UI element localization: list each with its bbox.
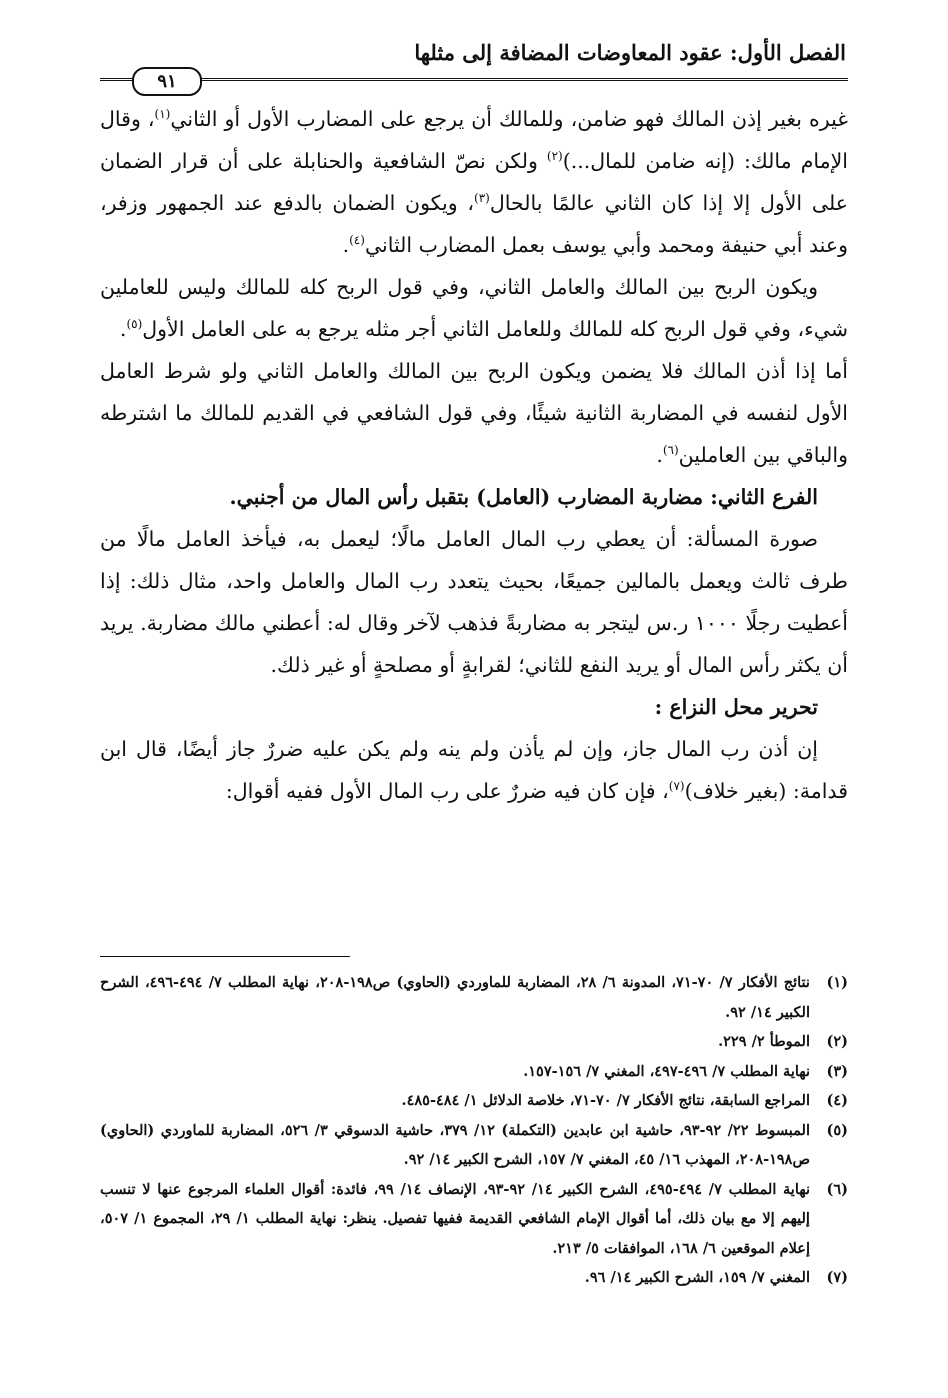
paragraph-5-text-b: ، فإن كان فيه ضررٌ على رب المال الأول ففيه أقوال: — [225, 779, 669, 803]
paragraph-1-text-a: غيره بغير إذن المالك فهو ضامن، وللمالك أن يرجع على المضارب الأول أو الثاني — [170, 107, 848, 131]
header-rule — [100, 78, 848, 81]
running-title: الفصل الأول: عقود المعاوضات المضافة إلى مثلها — [414, 40, 846, 65]
footnote-number: (٢) — [826, 1033, 848, 1050]
footnote-number: (١) — [826, 974, 848, 991]
footnote-number: (٤) — [826, 1092, 848, 1109]
footnote-text: المراجع السابقة، نتائج الأفكار ٧/ ٧٠-٧١، خلاصة الدلائل ١/ ٤٨٤-٤٨٥. — [401, 1092, 810, 1109]
paragraph-4: صورة المسألة: أن يعطي رب المال العامل مالًا؛ ليعمل به، فيأخذ العامل مالًا من طرف ثالث ويعمل بالمالين جميعًا، بحيث يتعدد رب المال والعامل واحد، مثال ذلك: إذا أعطيت رجلًا ١٠٠٠ ر.س ليتجر به مضاربةً فذهب لآخر وقال له: أعطني مالك مضاربة. يريد أن يكثر رأس المال أو يريد النفع للثاني؛ لقرابةٍ أو مصلحةٍ أو غير ذلك. — [100, 527, 848, 677]
footnote-ref-4: (٤) — [349, 233, 365, 248]
footnote-2 — [100, 1027, 848, 1057]
footnote-text: نهاية المطلب ٧/ ٤٩٦-٤٩٧، المغني ٧/ ١٥٦-١٥٧. — [523, 1062, 810, 1080]
paragraph-3-text-b: . — [656, 443, 663, 467]
paragraph-2-text-a: ويكون الربح بين المالك والعامل الثاني، وفي قول الربح كله للمالك وليس للعاملين شيء، وفي قول الربح كله للمالك وللعامل الثاني أجر مثله يرجع به على العامل الأول — [100, 275, 848, 341]
footnote-number: (٣) — [826, 1062, 848, 1080]
paragraph-1-text-e: . — [342, 233, 350, 257]
paragraph-1-text-d: ، ويكون الضمان بالدفع عند الجمهور وزفر، وعند أبي حنيفة ومحمد وأبي يوسف بعمل المضارب الثاني — [100, 191, 848, 257]
footnote-7 — [100, 1263, 848, 1293]
paragraph-1 — [100, 98, 848, 266]
footnote-text: المغني ٧/ ١٥٩، الشرح الكبير ١٤/ ٩٦. — [584, 1269, 810, 1286]
footnote-5 — [100, 1116, 848, 1175]
footnote-ref-3: (٣) — [474, 191, 490, 206]
footnote-6 — [100, 1175, 848, 1264]
footnote-ref-7: (٧) — [668, 779, 685, 794]
paragraph-5 — [100, 728, 848, 812]
footnote-4 — [100, 1086, 848, 1116]
footnote-text: نهاية المطلب ٧/ ٤٩٤-٤٩٥، الشرح الكبير ١٤/ ٩٢-٩٣، الإنصاف ١٤/ ٩٩، فائدة: أقوال العلماء المرجوع عنها لا تنسب إليهم إلا مع بيان ذلك، أما أقوال الإمام الشافعي القديمة ففيها تفصيل. ينظر: نهاية المطلب ١/ ٢٩، المجموع ١/ ٥٠٧، إعلام الموقعين ٦/ ١٦٨، الموافقات ٥/ ٢١٣. — [100, 1180, 810, 1257]
footnote-number: (٧) — [826, 1269, 848, 1286]
footnote-ref-6: (٦) — [662, 443, 679, 458]
footnote-1 — [100, 968, 848, 1027]
footnote-ref-1: (١) — [154, 107, 171, 122]
branch-heading: الفرع الثاني: مضاربة المضارب (العامل) بتقبل رأس المال من أجنبي. — [229, 485, 818, 509]
footnote-ref-2: (٢) — [546, 149, 563, 164]
footnote-text: الموطأ ٢/ ٢٢٩. — [718, 1033, 810, 1050]
footnotes — [100, 968, 848, 1293]
footnote-number: (٥) — [826, 1121, 848, 1139]
paragraph-3-text-a: أما إذا أذن المالك فلا يضمن ويكون الربح بين المالك والعامل الثاني ولو شرط العامل الأول لنفسه في المضاربة الثانية شيئًا، وفي قول الشافعي في القديم للمالك ما اشترطه والباقي بين العاملين — [100, 359, 848, 467]
page-number: ٩١ — [132, 67, 202, 96]
paragraph-5-text-a: إن أذن رب المال جاز، وإن لم يأذن ولم ينه ولم يكن عليه ضررٌ جاز أيضًا، قال ابن قدامة: (بغير خلاف) — [100, 737, 848, 803]
paragraph-1-text-b: ، وقال الإمام مالك: (إنه ضامن للمال...) — [100, 107, 848, 173]
footnote-ref-5: (٥) — [126, 317, 143, 332]
footnote-text: نتائج الأفكار ٧/ ٧٠-٧١، المدونة ٦/ ٢٨، المضاربة للماوردي (الحاوي) ص١٩٨-٢٠٨، نهاية المطلب ٧/ ٤٩٤-٤٩٦، الشرح الكبير ١٤/ ٩٢. — [100, 974, 810, 1021]
dispute-heading: تحرير محل النزاع : — [654, 695, 818, 719]
footnote-text: المبسوط ٢٢/ ٩٢-٩٣، حاشية ابن عابدين (التكملة) ١٢/ ٣٧٩، حاشية الدسوقي ٣/ ٥٢٦، المضاربة للماوردي (الحاوي) ص١٩٨-٢٠٨، المهذب ١٦/ ٤٥، المغني ٧/ ١٥٧، الشرح الكبير ١٤/ ٩٢. — [100, 1121, 810, 1168]
paragraph-2-text-b: . — [119, 317, 127, 341]
paragraph-2 — [100, 266, 848, 350]
paragraph-3 — [100, 350, 848, 476]
footnote-3 — [100, 1057, 848, 1087]
page-header — [100, 40, 848, 96]
paragraph-1-text-c: ولكن نصّ الشافعية والحنابلة على أن قرار الضمان على الأول إلا إذا كان الثاني عالمًا بالحال — [100, 149, 848, 215]
footnote-divider — [100, 956, 350, 957]
footnote-number: (٦) — [826, 1180, 848, 1198]
main-body — [100, 98, 848, 812]
